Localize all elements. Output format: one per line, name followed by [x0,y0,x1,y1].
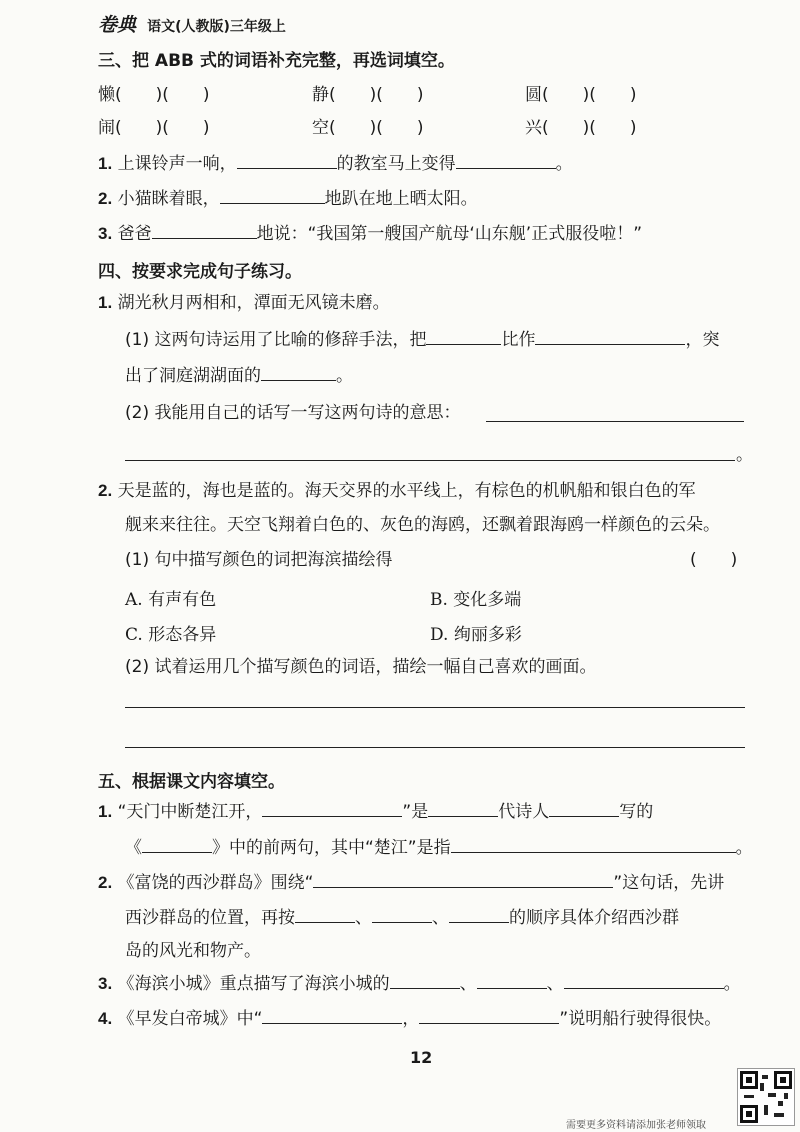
question: 2. 天是蓝的，海也是蓝的。海天交界的水平线上，有棕色的机帆船和银白色的军 [98,481,696,501]
answer-blank[interactable] [449,906,509,923]
answer-line[interactable] [125,707,745,708]
question: 4. 《早发白帝城》中“ ， ”说明船行驶得很快。 [98,1009,722,1029]
option-b[interactable]: B. 变化多端 [430,590,522,610]
answer-blank[interactable] [313,871,613,888]
sub-question: (2) 我能用自己的话写一写这两句诗的意思： [125,403,461,423]
answer-blank[interactable] [390,972,460,989]
option-a[interactable]: A. 有声有色 [125,590,217,610]
passage-line: 舰来来往往。天空飞翔着白色的、灰色的海鸥，还飘着跟海鸥一样颜色的云朵。 [125,515,720,535]
answer-line[interactable] [486,421,744,422]
abb-item: 闹( )( ) [98,118,210,138]
question: 1. 湖光秋月两相和，潭面无风镜未磨。 [98,293,390,313]
answer-blank[interactable] [564,972,724,989]
answer-blank[interactable] [237,152,337,169]
answer-line[interactable] [125,747,745,748]
section-3-title: 三、把 ABB 式的词语补充完整，再选词填空。 [98,51,455,71]
page-number: 12 [410,1048,433,1067]
question: 2. 《富饶的西沙群岛》围绕“ ”这句话，先讲 [98,873,725,893]
answer-blank[interactable] [426,328,501,345]
answer-blank[interactable] [142,836,212,853]
answer-blank[interactable] [428,800,498,817]
abb-item: 静( )( ) [312,85,424,105]
sub-question: (2) 试着运用几个描写颜色的词语，描绘一幅自己喜欢的画面。 [125,657,597,677]
option-c[interactable]: C. 形态各异 [125,625,217,645]
abb-item: 兴( )( ) [525,118,637,138]
answer-blank[interactable] [372,906,432,923]
sub-question: 出了洞庭湖湖面的 。 [125,366,353,386]
qr-code-icon [737,1068,795,1126]
answer-line[interactable] [125,460,735,461]
question: 2. 小猫眯着眼， 地趴在地上晒太阳。 [98,189,478,209]
question: 1. “天门中断楚江开， ”是 代诗人 写的 [98,802,654,822]
logo: 卷典 [98,14,137,36]
question: 1. 上课铃声一响， 的教室马上变得 。 [98,154,573,174]
section-4-title: 四、按要求完成句子练习。 [98,262,302,282]
period: 。 [736,445,753,465]
answer-blank[interactable] [262,800,402,817]
answer-blank[interactable] [152,222,257,239]
answer-blank[interactable] [549,800,619,817]
sub-question: (1) 句中描写颜色的词把海滨描绘得 [125,550,393,570]
abb-item: 圆( )( ) [525,85,637,105]
answer-paren[interactable]: ( ) [690,550,738,570]
question-cont: 西沙群岛的位置，再按 、 、 的顺序具体介绍西沙群 [125,908,679,928]
footer-note: 需要更多资料请添加张老师领取 [566,1120,706,1131]
question: 3. 爸爸 地说：“我国第一艘国产航母‘山东舰’正式服役啦！” [98,224,643,244]
answer-blank[interactable] [456,152,556,169]
answer-blank[interactable] [295,906,355,923]
answer-blank[interactable] [220,187,325,204]
abb-item: 空( )( ) [312,118,424,138]
abb-item: 懒( )( ) [98,85,210,105]
sub-question: (1) 这两句诗运用了比喻的修辞手法，把 比作 ，突 [125,330,720,350]
answer-blank[interactable] [535,328,685,345]
question-cont: 岛的风光和物产。 [125,941,261,961]
section-5-title: 五、根据课文内容填空。 [98,772,285,792]
answer-blank[interactable] [262,1007,402,1024]
header [98,10,286,37]
answer-blank[interactable] [419,1007,559,1024]
answer-blank[interactable] [477,972,547,989]
question: 3. 《海滨小城》重点描写了海滨小城的 、 、 。 [98,974,741,994]
option-d[interactable]: D. 绚丽多彩 [430,625,522,645]
answer-blank[interactable] [261,364,336,381]
answer-blank[interactable] [451,836,736,853]
question-cont: 《 》中的前两句，其中“楚江”是指 。 [125,838,753,858]
header-subtitle: 语文(人教版)三年级上 [147,19,286,35]
